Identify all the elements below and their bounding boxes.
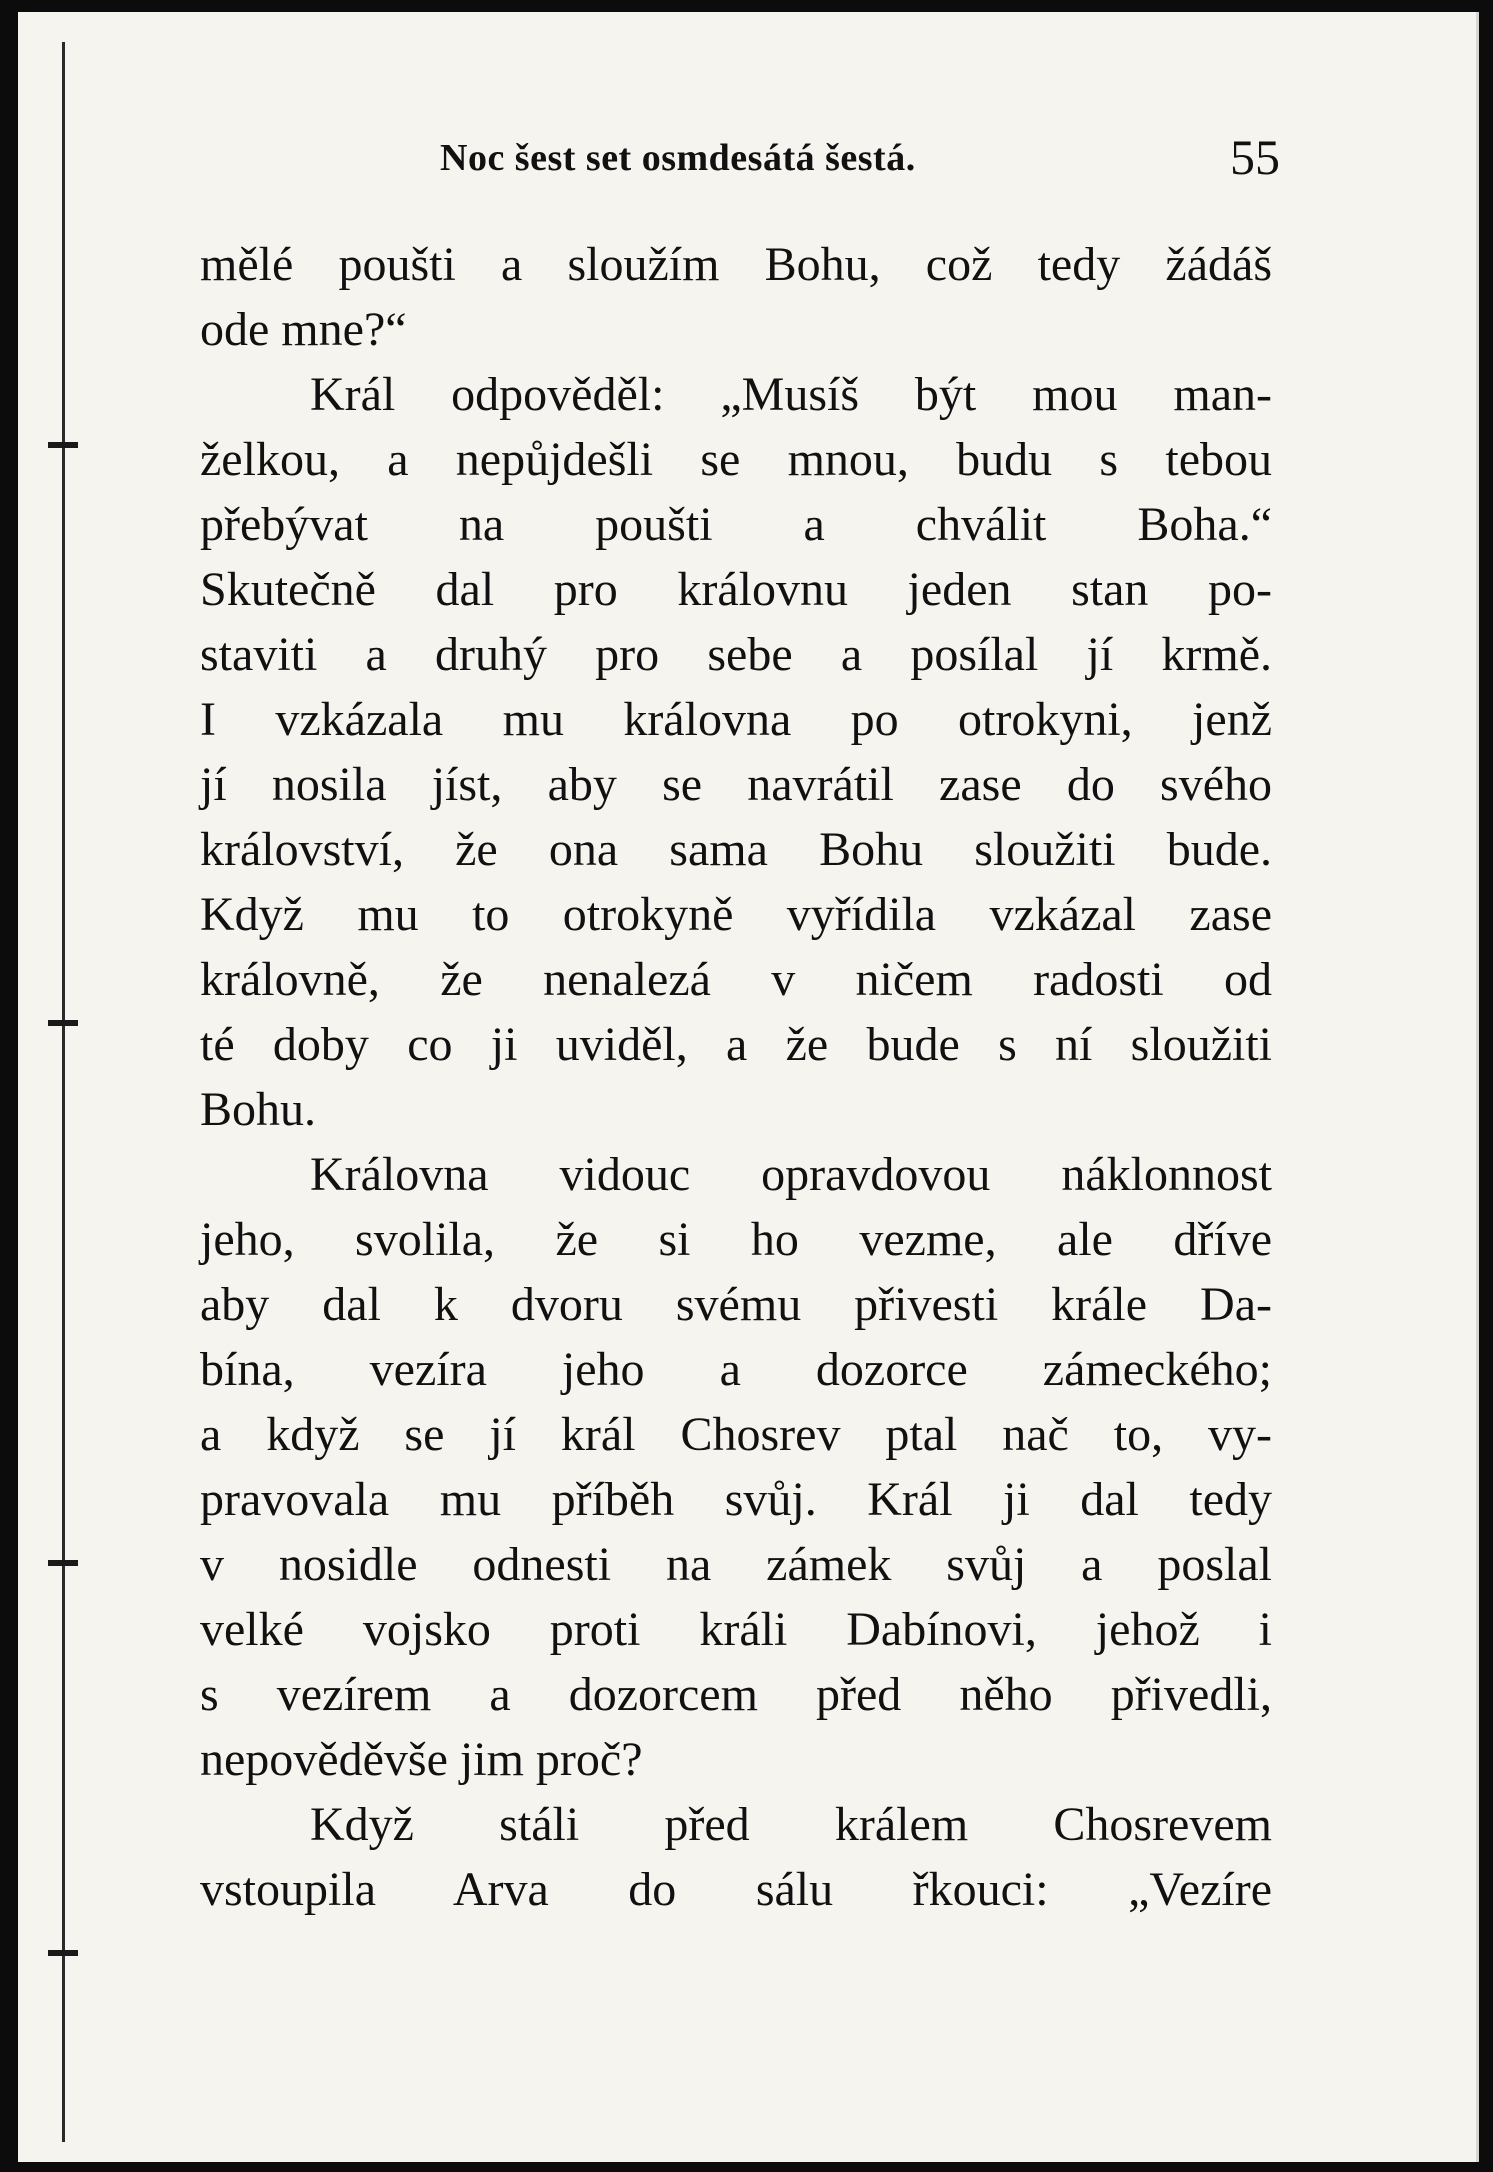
page-number: 55	[1230, 129, 1280, 185]
running-title: Noc šest set osmdesátá šestá.	[440, 137, 916, 179]
text-line: vstoupila Arva do sálu řkouci: „Vezíre	[200, 1863, 1272, 1916]
text-line: velké vojsko proti králi Dabínovi, jehož i	[200, 1603, 1272, 1656]
binding-mark	[48, 1020, 78, 1026]
binding-mark	[48, 1950, 78, 1956]
text-line: bína, vezíra jeho a dozorce zámeckého;	[200, 1343, 1272, 1396]
text-line: královně, že nenalezá v ničem radosti od	[200, 953, 1272, 1006]
text-line: té doby co ji uviděl, a že bude s ní sloužiti	[200, 1018, 1272, 1071]
text-line: Bohu.	[200, 1083, 317, 1136]
text-line: ode mne?“	[200, 303, 407, 356]
text-line: pravovala mu příběh svůj. Král ji dal tedy	[200, 1473, 1272, 1526]
text-line: staviti a druhý pro sebe a posílal jí krmě.	[200, 628, 1272, 681]
text-line: přebývat na poušti a chválit Boha.“	[200, 498, 1272, 551]
text-line: Královna vidouc opravdovou náklonnost	[310, 1148, 1272, 1201]
text-line: s vezírem a dozorcem před něho přivedli,	[200, 1668, 1272, 1721]
text-line: nepověděvše jim proč?	[200, 1733, 643, 1786]
text-line: Skutečně dal pro královnu jeden stan po-	[200, 563, 1272, 616]
text-line: a když se jí král Chosrev ptal nač to, vy-	[200, 1408, 1272, 1461]
text-line: mělé poušti a sloužím Bohu, což tedy žádáš	[200, 238, 1272, 291]
text-line: jeho, svolila, že si ho vezme, ale dříve	[200, 1213, 1272, 1266]
text-line: jí nosila jíst, aby se navrátil zase do svého	[200, 758, 1272, 811]
text-line: království, že ona sama Bohu sloužiti bude.	[200, 823, 1272, 876]
text-line: Král odpověděl: „Musíš být mou man-	[310, 368, 1272, 421]
text-line: v nosidle odnesti na zámek svůj a poslal	[200, 1538, 1272, 1591]
text-line: želkou, a nepůjdešli se mnou, budu s tebou	[200, 433, 1272, 486]
binding-mark	[48, 1560, 78, 1566]
text-line: I vzkázala mu královna po otrokyni, jenž	[200, 693, 1272, 746]
text-line: Když stáli před králem Chosrevem	[310, 1798, 1272, 1851]
binding-mark	[48, 442, 78, 448]
text-line: Když mu to otrokyně vyřídila vzkázal zase	[200, 888, 1272, 941]
page-header	[420, 129, 1280, 196]
text-line: aby dal k dvoru svému přivesti krále Da-	[200, 1278, 1272, 1331]
binding-edge	[62, 42, 65, 2142]
body-text	[200, 232, 1272, 1922]
